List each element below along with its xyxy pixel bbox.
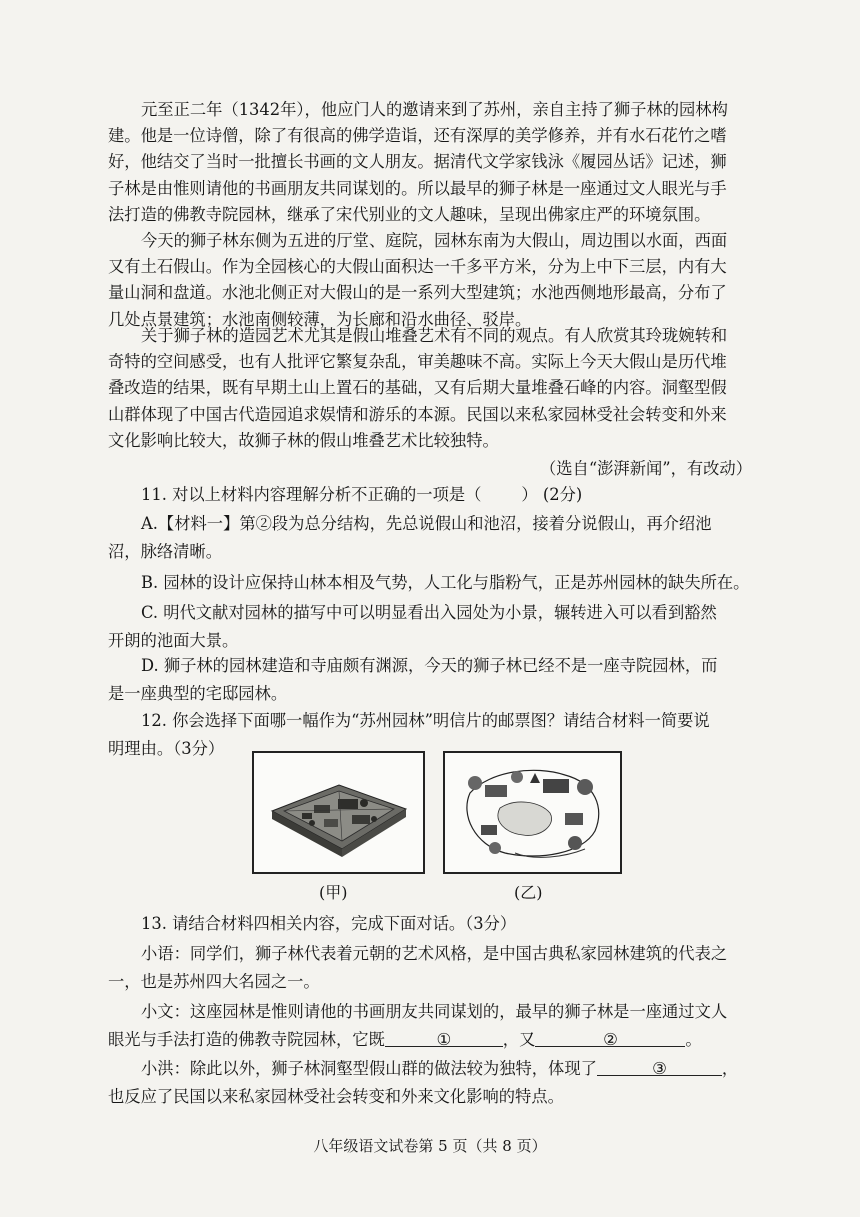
text-line: 好，他结交了当时一批擅长书画的文人朋友。据清代文学家钱泳《履园丛话》记述，狮 [108, 152, 727, 172]
dialogue-text: 小洪：除此以外，狮子林洞壑型假山群的做法较为独特，体现了 [141, 1059, 597, 1078]
option-d-line: D. 狮子林的园林建造和寺庙颇有渊源，今天的狮子林已经不是一座寺院园林，而 [141, 656, 718, 675]
dialogue-text: ，又 [502, 1029, 536, 1049]
image-jia-garden-model[interactable] [252, 751, 425, 874]
material-paragraph-3 [108, 323, 753, 454]
text-line: 几处点景建筑；水池南侧较薄，为长廊和沿水曲径、驳岸。 [108, 309, 532, 329]
option-c-line: 开朗的池面大景。 [108, 630, 239, 650]
option-d [108, 652, 753, 707]
text-line: 法打造的佛教寺院园林，继承了宋代别业的文人趣味，呈现出佛家庄严的环境氛围。 [108, 204, 711, 224]
option-c-line: C. 明代文献对园林的描写中可以明显看出入园处为小景，辗转进入可以看到豁然 [141, 603, 717, 622]
question-11-stem [108, 481, 753, 509]
text-line: 又有土石假山。作为全园核心的大假山面积达一千多平方米，分为上中下三层，内有大 [108, 257, 727, 277]
question-13-line: 13. 请结合材料四相关内容，完成下面对话。（3分） [141, 914, 517, 933]
text-line: 元至正二年（1342年），他应门人的邀请来到了苏州，亲自主持了狮子林的园林构 [141, 100, 728, 119]
question-12-line: 12. 你会选择下面哪一幅作为“苏州园林”明信片的邮票图？请结合材料一简要说 [141, 711, 710, 730]
question-12-stem [108, 707, 753, 762]
option-a [108, 510, 753, 565]
caption-jia: (甲) [319, 883, 348, 902]
question-11-text-a: 11. 对以上材料内容理解分析不正确的一项是（ [141, 485, 482, 504]
text-line: 山群体现了中国古代造园追求娱情和游乐的本源。民国以来私家园林受社会转变和外来 [108, 404, 727, 424]
dialogue-line: 一，也是苏州四大名园之一。 [108, 971, 320, 991]
question-13-stem [108, 910, 753, 938]
answer-blank-2[interactable] [535, 1026, 685, 1047]
caption-yi: (乙) [514, 883, 543, 902]
dialogue-xiaohong [108, 1055, 753, 1110]
text-line: 关于狮子林的造园艺术尤其是假山堆叠艺术有不同的观点。有人欣赏其玲珑婉转和 [141, 326, 728, 345]
text-line: 建。他是一位诗僧，除了有很高的佛学造诣，还有深厚的美学修养，并有水石花竹之嗜 [108, 126, 727, 146]
image-yi-garden-drawing[interactable] [443, 751, 622, 874]
text-line: 文化影响比较大，故狮子林的假山堆叠艺术比较独特。 [108, 430, 499, 450]
dialogue-line: 也反应了民国以来私家园林受社会转变和外来文化影响的特点。 [108, 1086, 564, 1106]
material-paragraph-1 [108, 97, 753, 228]
option-a-line: 沼，脉络清晰。 [108, 541, 222, 561]
answer-blank-1[interactable] [385, 1026, 503, 1047]
option-a-line: A.【材料一】第②段为总分结构，先总说假山和池沼，接着分说假山，再介绍池 [141, 514, 712, 533]
dialogue-text: 。 [685, 1029, 702, 1049]
page-footer: 八年级语文试卷第 5 页（共 8 页） [313, 1137, 547, 1155]
question-11-text-b: ） (2分) [521, 485, 583, 504]
garden-model-illustration [254, 753, 423, 872]
blank-marker: ③ [652, 1059, 667, 1078]
source-note: （选自“澎湃新闻”，有改动） [539, 459, 752, 478]
dialogue-xiaoyu [108, 940, 753, 995]
material-paragraph-2 [108, 228, 753, 333]
blank-marker: ① [436, 1029, 452, 1049]
dialogue-text: 眼光与手法打造的佛教寺院园林，它既 [108, 1029, 385, 1049]
garden-drawing-illustration [445, 753, 620, 872]
dialogue-line: 小文：这座园林是惟则请他的书画朋友共同谋划的，最早的狮子林是一座通过文人 [141, 1002, 728, 1021]
text-line: 量山洞和盘道。水池北侧正对大假山的是一系列大型建筑；水池西侧地形最高，分布了 [108, 283, 727, 303]
question-12-line: 明理由。（3分） [108, 738, 225, 758]
option-b-line: B. 园林的设计应保持山林本相及气势，人工化与脂粉气，正是苏州园林的缺失所在。 [141, 573, 750, 592]
dialogue-line: 小语：同学们，狮子林代表着元朝的艺术风格，是中国古典私家园林建筑的代表之 [141, 944, 728, 963]
dialogue-xiaowen [108, 998, 753, 1053]
option-b [108, 569, 753, 597]
option-d-line: 是一座典型的宅邸园林。 [108, 683, 288, 703]
text-line: 奇特的空间感受，也有人批评它繁复杂乱，审美趣味不高。实际上今天大假山是历代堆 [108, 352, 727, 372]
blank-marker: ② [603, 1029, 618, 1049]
dialogue-text: ， [721, 1059, 739, 1078]
text-line: 子林是由惟则请他的书画朋友共同谋划的。所以最早的狮子林是一座通过文人眼光与手 [108, 178, 727, 198]
text-line: 今天的狮子林东侧为五进的厅堂、庭院，园林东南为大假山，周边围以水面，西面 [141, 231, 728, 250]
answer-blank-3[interactable] [597, 1055, 722, 1076]
text-line: 叠改造的结果，既有早期土山上置石的基础，又有后期大量堆叠石峰的内容。洞壑型假 [108, 378, 727, 398]
option-c [108, 599, 753, 654]
